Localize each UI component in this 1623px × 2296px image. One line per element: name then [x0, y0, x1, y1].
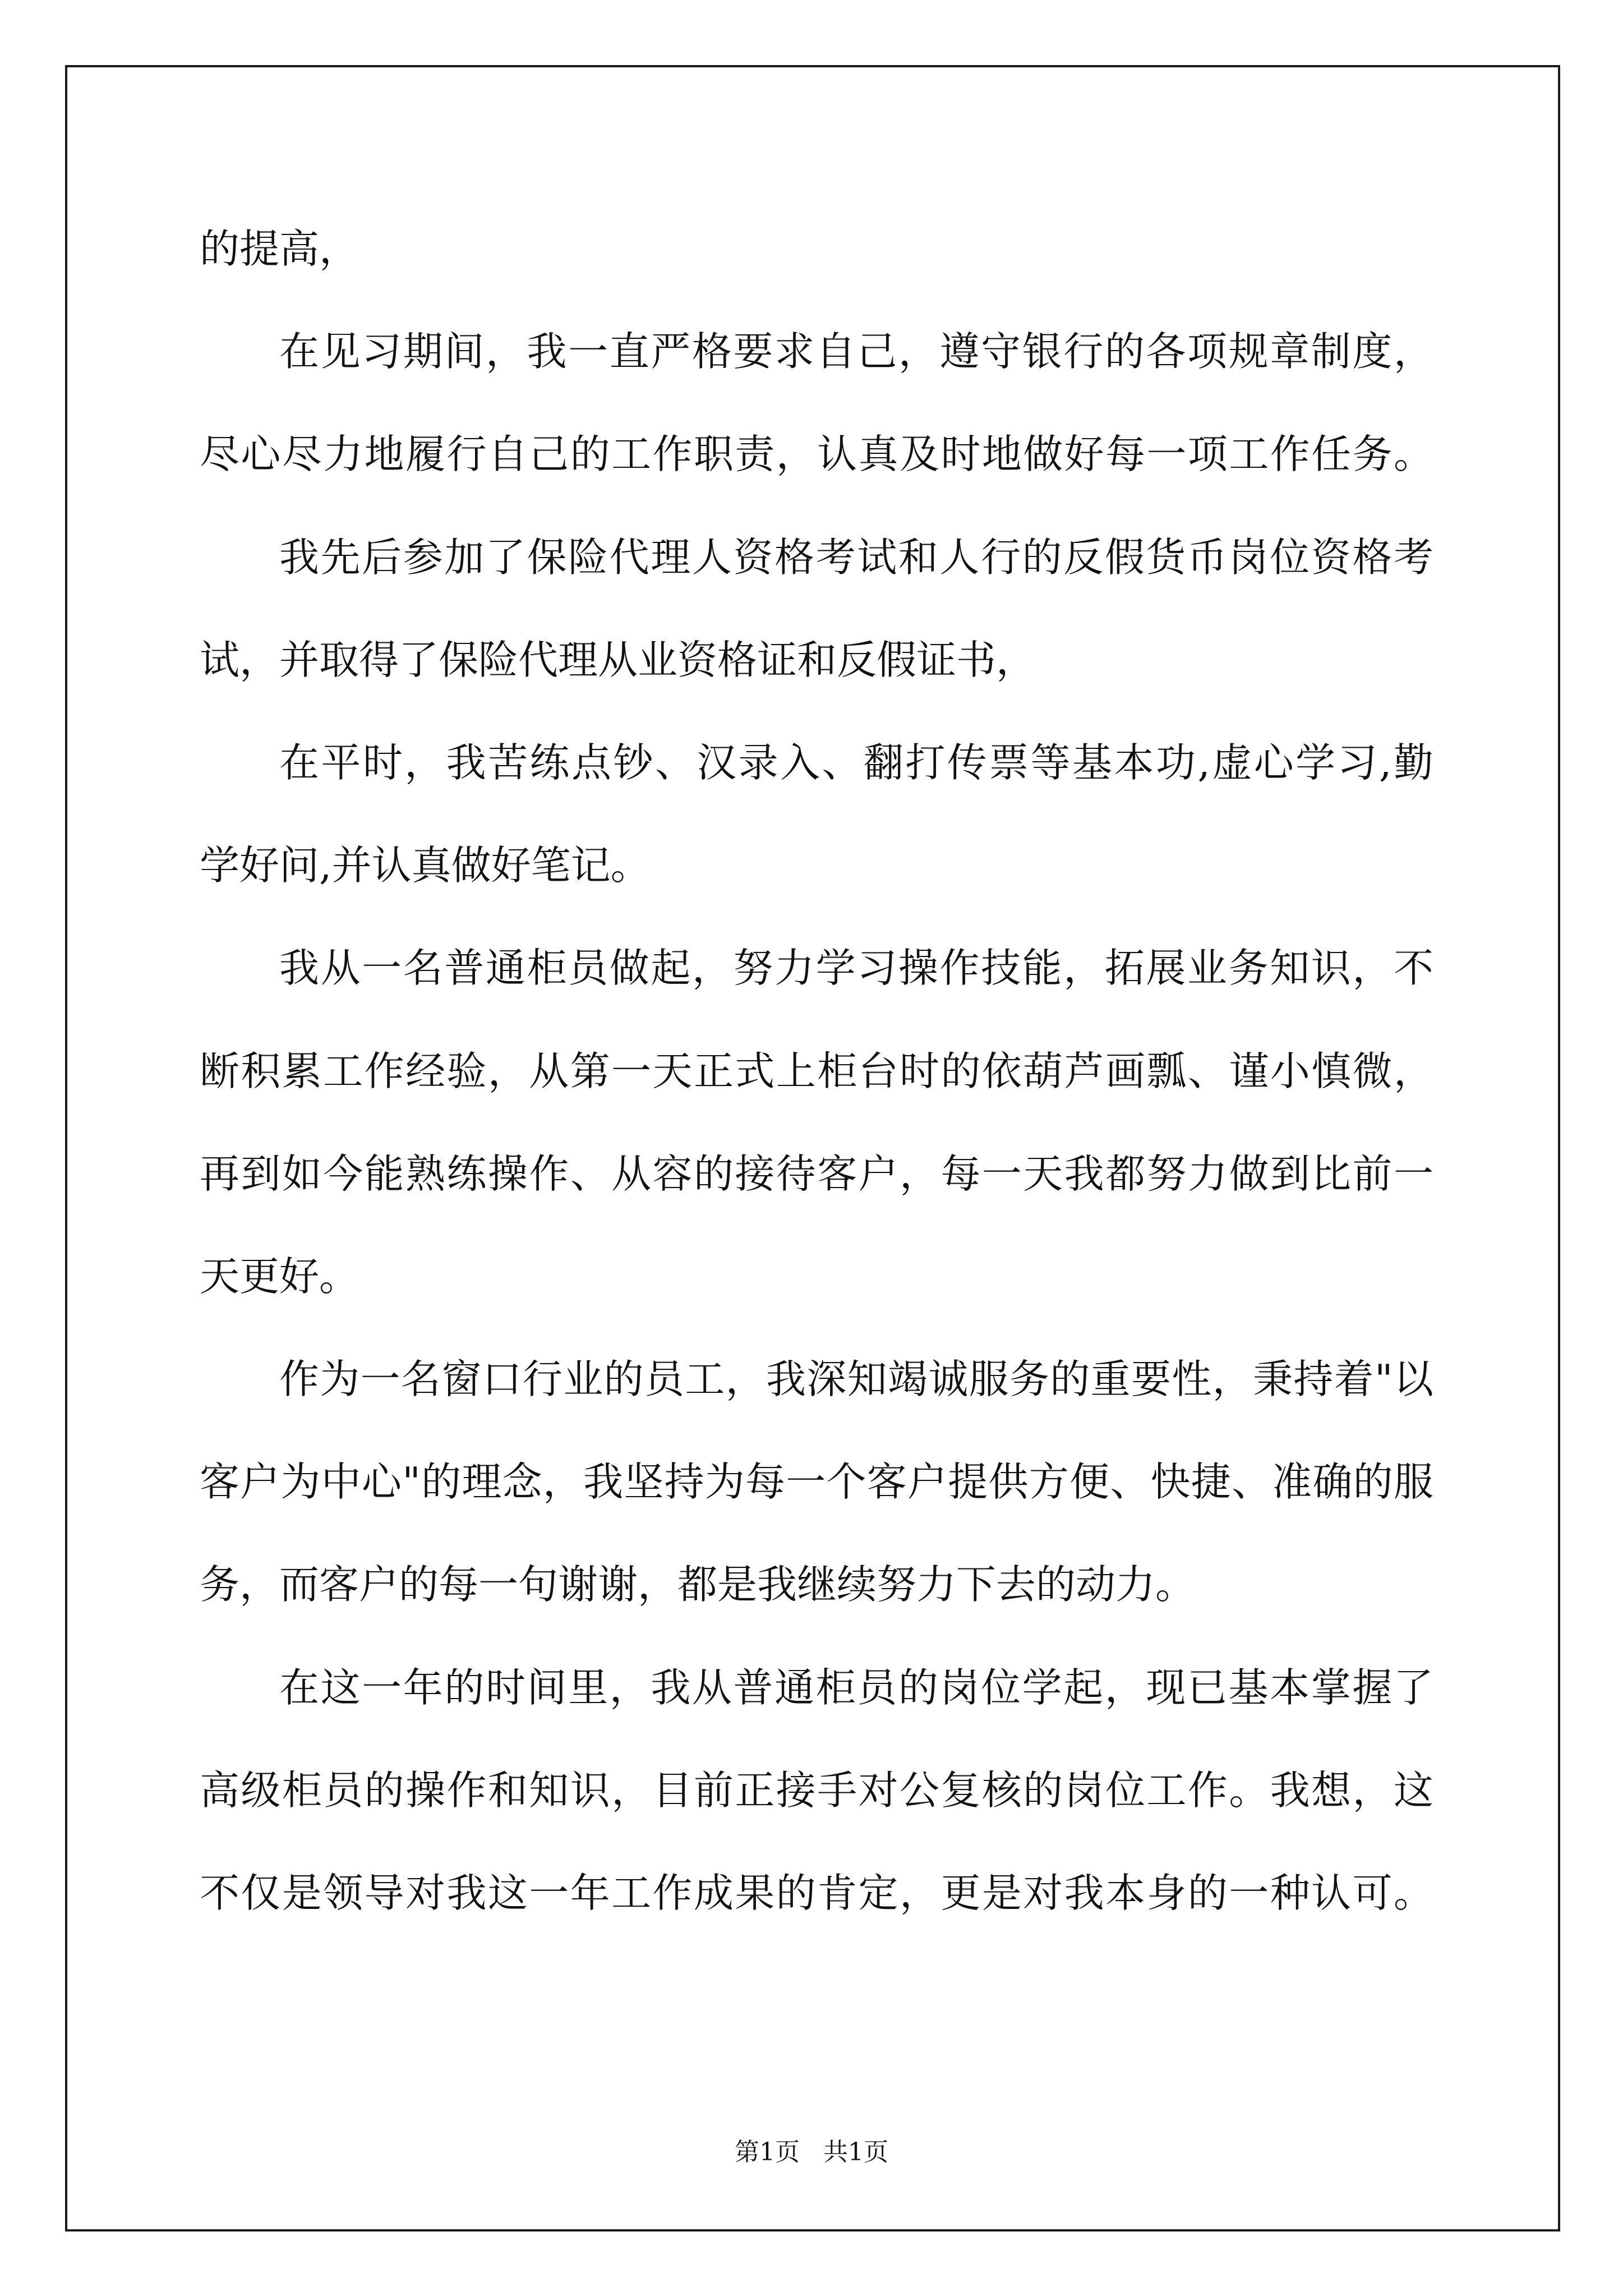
paragraph-line: 天更好。: [200, 1253, 359, 1300]
paragraph-line: 在平时，我苦练点钞、汉录入、翻打传票等基本功,虚心学习,勤: [279, 739, 1433, 786]
paragraph-line: 学好问,并认真做好笔记。: [200, 842, 651, 889]
paragraph-line: 尽心尽力地履行自己的工作职责，认真及时地做好每一项工作任务。: [200, 431, 1433, 478]
paragraph-line: 我先后参加了保险代理人资格考试和人行的反假货币岗位资格考: [279, 533, 1433, 581]
paragraph-line: 试，并取得了保险代理从业资格证和反假证书，: [200, 636, 1036, 683]
page-number-total: 共1页: [823, 2138, 888, 2166]
paragraph-line: 断积累工作经验，从第一天正式上柜台时的依葫芦画瓢、谨小慎微，: [200, 1047, 1433, 1094]
paragraph-line: 在见习期间，我一直严格要求自己，遵守银行的各项规章制度，: [279, 328, 1433, 375]
paragraph-line: 在这一年的时间里，我从普通柜员的岗位学起，现已基本掌握了: [279, 1664, 1433, 1711]
page-number-current: 第1页: [735, 2138, 800, 2166]
page-footer: [0, 2132, 1623, 2168]
paragraph-line: 高级柜员的操作和知识，目前正接手对公复核的岗位工作。我想，这: [200, 1766, 1433, 1814]
paragraph-line: 的提高，: [200, 226, 359, 272]
paragraph-line: 我从一名普通柜员做起，努力学习操作技能，拓展业务知识，不: [279, 945, 1433, 992]
paragraph-line: 再到如今能熟练操作、从容的接待客户，每一天我都努力做到比前一: [200, 1150, 1433, 1197]
paragraph-line: 客户为中心"的理念，我坚持为每一个客户提供方便、快捷、准确的服: [200, 1458, 1433, 1506]
paragraph-line: 务，而客户的每一句谢谢，都是我继续努力下去的动力。: [200, 1561, 1196, 1608]
paragraph-line: 不仅是领导对我这一年工作成果的肯定，更是对我本身的一种认可。: [200, 1870, 1433, 1916]
paragraph-line: 作为一名窗口行业的员工，我深知竭诚服务的重要性，秉持着"以: [279, 1356, 1433, 1403]
document-body: [200, 197, 1433, 1944]
